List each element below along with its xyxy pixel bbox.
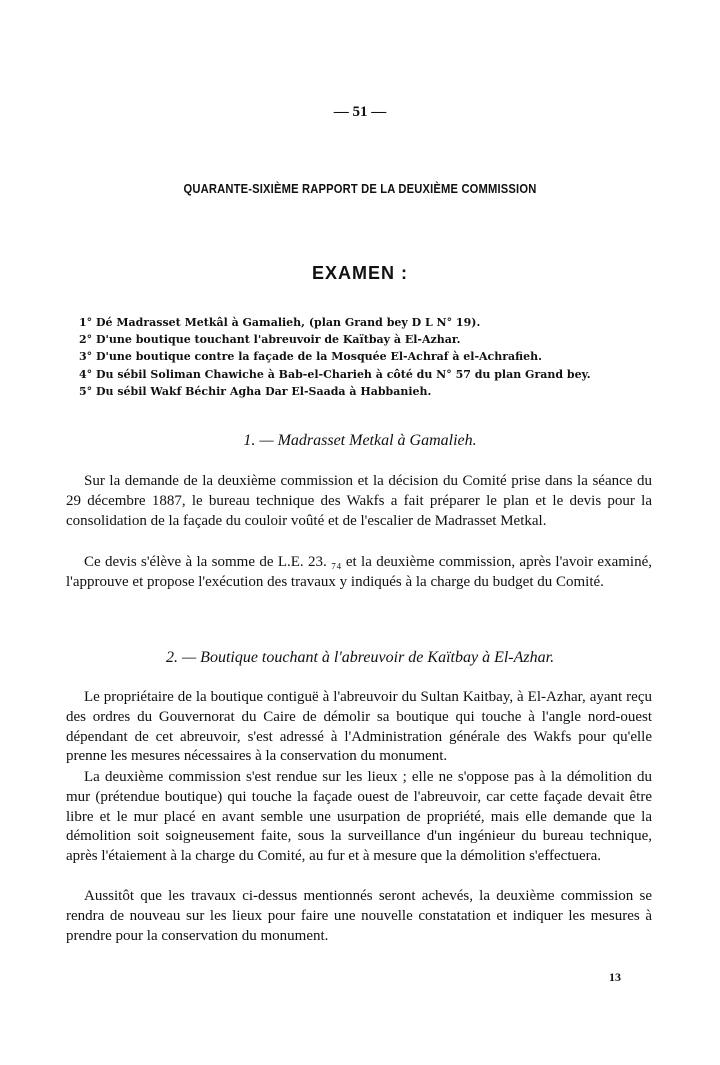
section-2-paragraph-2: La deuxième commission s'est rendue sur les lieux ; elle ne s'oppose pas à la démolition du mur (prétendue boutique) qui touche la façade ouest de l'abreuvoir, car cette façade devait être libre et le mur placé en avant semble une usurpation de propriété, mais elle demande que la démolition soit soigneusement faite, sous la surveillance d'un ingénieur du bureau technique, après l'étaiement à la charge du Comité, au fur et à mesure que la démolition s'effectuera. (66, 769, 652, 865)
section-1-paragraph-1: Sur la demande de la deuxième commission et la décision du Comité prise dans la séance du 29 décembre 1887, le bureau technique des Wakfs a fait préparer le plan et le devis pour la consolidation de la façade du couloir voûté et de l'escalier de Madrasset Metkal. (66, 473, 652, 529)
exam-item-1: 1° Dé Madrasset Metkâl à Gamalieh, (plan Grand bey D L N° 19). (79, 316, 481, 329)
section-2-paragraph-1: Le propriétaire de la boutique contiguë à l'abreuvoir du Sultan Kaitbay, à El-Azhar, ayant reçu des ordres du Gouvernorat du Caire de démolir sa boutique qui touche à l'angle nord-ouest dépendant de cet abreuvoir, s'est adressé à l'Administration générale des Wakfs pour qu'elle prenne les mesures nécessaires à la conservation du monument. (66, 689, 652, 765)
section-1-paragraph-2: Ce devis s'élève à la somme de L.E. 23. ₇₄ et la deuxième commission, après l'avoir examiné, l'approuve et propose l'exécution des travaux y indiqués à la charge du budget du Comité. (66, 554, 652, 590)
page-number: — 51 — (333, 104, 387, 120)
section-2-heading: 2. — Boutique touchant à l'abreuvoir de Kaïtbay à El-Azhar. (165, 649, 555, 666)
report-title: QUARANTE-SIXIÈME RAPPORT DE LA DEUXIÈME COMMISSION (183, 181, 537, 196)
section-1-heading: 1. — Madrasset Metkal à Gamalieh. (243, 432, 477, 449)
exam-item-2: 2° D'une boutique touchant l'abreuvoir de Kaïtbay à El-Azhar. (79, 333, 461, 347)
exam-item-5: 5° Du sébil Wakf Béchir Agha Dar El-Saada à Habbanieh. (79, 384, 432, 398)
exam-item-3: 3° D'une boutique contre la façade de la Mosquée El-Achraf à el-Achrafieh. (79, 350, 542, 364)
exam-item-4: 4° Du sébil Soliman Chawiche à Bab-el-Charieh à côté du N° 57 du plan Grand bey. (79, 367, 591, 381)
section-2-paragraph-3: Aussitôt que les travaux ci-dessus mentionnés seront achevés, la deuxième commission se rendra de nouveau sur les lieux pour faire une nouvelle constatation et indiquer les mesures à prendre pour la conservation du monument. (66, 888, 652, 944)
signature-mark: 13 (609, 970, 621, 984)
exam-list (79, 314, 719, 400)
examen-heading: EXAMEN : (311, 263, 408, 283)
